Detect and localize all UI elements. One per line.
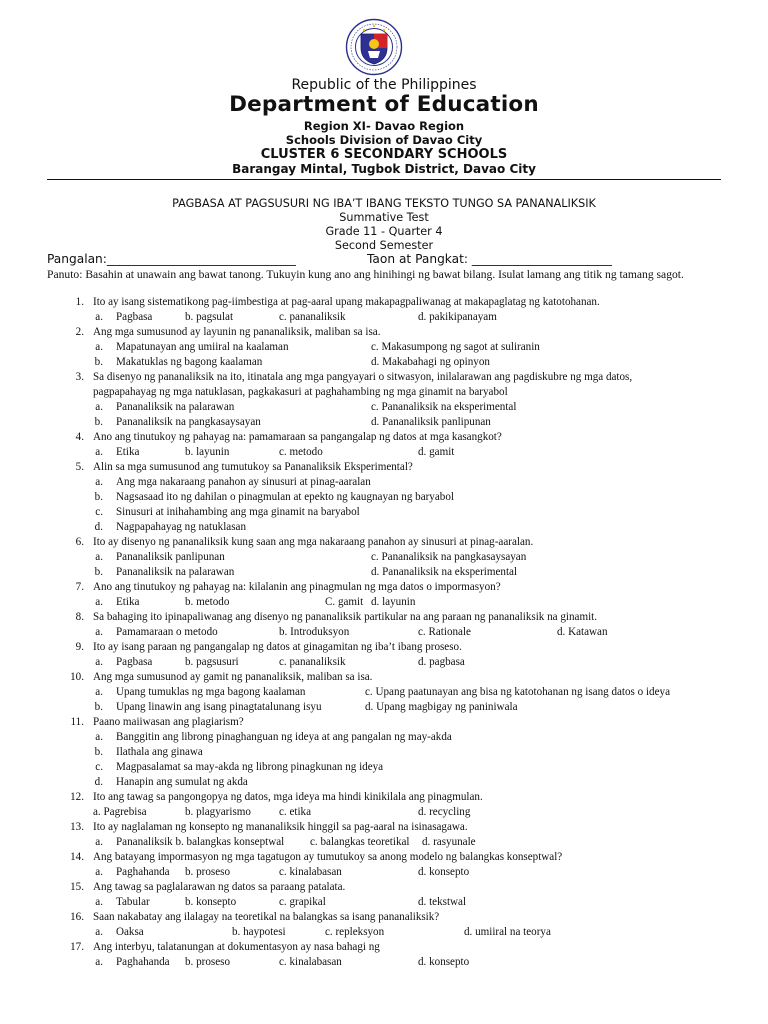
question-item [0,371,768,386]
choice-text: Pagbasa [116,311,153,323]
choice-text: Magpasalamat sa may-akda ng librong pinagkunan ng ideya [116,761,384,773]
question-number: 3. [75,371,84,383]
choice-letter: d. [94,776,103,788]
choice-text: Tabular [116,896,150,908]
choice-row [0,776,768,791]
question-item [0,941,768,956]
choice-text: c. kinalabasan [279,956,342,968]
question-text: Sa bahaging ito ipinapaliwanag ang disenyo ng pananaliksik partikular na ang paraan ng pananaliksik na ginamit. [93,611,598,623]
question-item [0,326,768,341]
question-text: Ang mga sumusunod ay gamit ng pananaliksik, maliban sa isa. [93,671,373,683]
question-item [0,536,768,551]
choice-row [0,506,768,521]
choice-text: Pananaliksik na palarawan [116,566,235,578]
choice-row [0,836,768,851]
question-text: pagpapahayag ng mga natuklasan, pagkakasuri at paghahambing ng mga ginamit na baryabol [93,386,508,398]
choice-letter: a. [95,731,103,743]
choice-text: Pananaliksik na palarawan [116,401,235,413]
choice-text: Pamamaraan o metodo [116,626,218,638]
choice-text: Mapatunayan ang umiiral na kaalaman [116,341,289,353]
choice-text: Paghahanda [116,956,170,968]
question-text: Paano maiiwasan ang plagiarism? [93,716,244,728]
choice-letter: b. [94,356,103,368]
choice-row [0,746,768,761]
name-field[interactable]: Pangalan:_______________________________ [47,252,296,266]
question-text: Ito ay disenyo ng pananaliksik kung saan ang mga nakaraang panahon ay sinusuri at pinag-aaralan. [93,536,534,548]
question-text: Ano ang tinutukoy ng pahayag na: kilalanin ang pinagmulan ng mga datos o impormasyon? [93,581,501,593]
question-number: 4. [75,431,84,443]
choice-row [0,656,768,671]
choice-text: b. proseso [185,866,230,878]
choice-text: b. layunin [185,446,230,458]
question-item [0,671,768,686]
choice-text: b. pagsusuri [185,656,239,668]
choice-letter: a. [95,551,103,563]
choice-letter: c. [95,761,103,773]
header-republic: Republic of the Philippines [291,77,477,93]
choice-text: a. Pagrebisa [93,806,147,818]
choice-letter: a. [95,836,103,848]
header-division: Schools Division of Davao City [285,133,483,147]
choice-letter: a. [95,896,103,908]
choice-row [0,686,768,701]
question-text: Ang batayang impormasyon ng mga tagatugon ay tumutukoy sa anong modelo ng balangkas konseptwal? [93,851,563,863]
choice-row [0,341,768,356]
question-text: Ito ay isang paraan ng pangangalap ng datos at ginagamitan ng iba’t ibang proseso. [93,641,462,653]
question-text: Saan nakabatay ang ilalagay na teoretikal na balangkas sa isang pananaliksik? [93,911,440,923]
choice-row [0,521,768,536]
choice-letter: c. [95,506,103,518]
question-item [0,431,768,446]
choice-row [0,761,768,776]
choice-text: d. pakikipanayam [418,311,497,323]
question-text: Ito ang tawag sa pangongopya ng datos, mga ideya ma hindi kinikilala ang pinagmulan. [93,791,483,803]
choice-row [0,956,768,971]
choice-letter: a. [95,926,103,938]
header-address: Barangay Mintal, Tugbok District, Davao City [232,162,536,176]
question-item [0,821,768,836]
choice-text: d. umiiral na teorya [464,926,551,938]
choice-text: b. metodo [185,596,230,608]
choice-text: Oaksa [116,926,144,938]
test-semester: Second Semester [334,239,434,252]
choice-text: Ilathala ang ginawa [116,746,203,758]
choice-text: c. pananaliksik [279,656,346,668]
question-number: 17. [70,941,84,953]
question-text-continued [0,386,768,401]
question-item [0,716,768,731]
question-number: 10. [70,671,84,683]
choice-text: d. gamit [418,446,455,458]
choice-text: c. Upang paatunayan ang bisa ng katotohanan ng isang datos o ideya [365,686,670,698]
choice-text: Upang tumuklas ng mga bagong kaalaman [116,686,306,698]
choice-text: d. konsepto [418,866,470,878]
question-number: 5. [75,461,84,473]
choice-text: b. proseso [185,956,230,968]
question-item [0,881,768,896]
choice-text: c. Pananaliksik na pangkasaysayan [371,551,527,563]
question-item [0,461,768,476]
choice-text: b. Introduksyon [279,626,350,638]
choice-text: Nagpapahayag ng natuklasan [116,521,246,533]
choice-text: b. plagyarismo [185,806,251,818]
question-number: 15. [70,881,84,893]
question-text: Sa disenyo ng pananaliksik na ito, itinatala ang mga pangyayari o sitwasyon, inilalarawan ang pagdiskubre ng mga datos, [93,371,633,383]
choice-letter: d. [94,521,103,533]
header-region: Region XI- Davao Region [303,119,465,133]
question-text: Alin sa mga sumusunod ang tumutukoy sa Pananaliksik Eksperimental? [93,461,413,473]
test-grade: Grade 11 - Quarter 4 [325,225,443,238]
choice-text: c. pananaliksik [279,311,346,323]
choice-letter: b. [94,491,103,503]
choice-text: C. gamit [325,596,364,608]
question-item [0,641,768,656]
choice-text: Etika [116,446,140,458]
choice-letter: b. [94,746,103,758]
choice-row [0,446,768,461]
choice-text: Etika [116,596,140,608]
choice-row [0,806,768,821]
header-department: Department of Education [229,92,539,117]
choice-row [0,896,768,911]
question-number: 12. [70,791,84,803]
instructions: Panuto: Basahin at unawain ang bawat tanong. Tukuyin kung ano ang hinihingi ng bawat bilang. Isulat lamang ang titik ng tamang sagot. [47,268,684,281]
question-item [0,296,768,311]
choice-text: d. Pananaliksik na eksperimental [371,566,518,578]
choice-row [0,596,768,611]
choice-text: b. pagsulat [185,311,234,323]
choice-row [0,476,768,491]
header-cluster: CLUSTER 6 SECONDARY SCHOOLS [260,147,508,162]
question-number: 8. [75,611,84,623]
deped-seal-icon [331,18,417,76]
choice-text: Upang linawin ang isang pinagtatalunang isyu [116,701,322,713]
choice-row [0,356,768,371]
choice-row [0,566,768,581]
question-item [0,851,768,866]
choice-text: Ang mga nakaraang panahon ay sinusuri at pinag-aaralan [116,476,371,488]
question-text: Ito ay isang sistematikong pag-iimbestiga at pag-aaral upang makapagpaliwanag at makapaglatag ng katotohanan. [93,296,600,308]
choice-letter: a. [95,596,103,608]
choice-row [0,866,768,881]
question-text: Ang tawag sa paglalarawan ng datos sa paraang patalata. [93,881,346,893]
choice-letter: a. [95,341,103,353]
choice-text: c. Pananaliksik na eksperimental [371,401,517,413]
choice-text: d. Upang magbigay ng paniniwala [365,701,518,713]
choice-text: c. metodo [279,446,323,458]
choice-text: Pagbasa [116,656,153,668]
question-text: Ang interbyu, talatanungan at dokumentasyon ay nasa bahagi ng [93,941,380,953]
question-item [0,581,768,596]
question-number: 6. [75,536,84,548]
choice-letter: a. [95,956,103,968]
year-section-field[interactable]: Taon at Pangkat: _______________________ [367,252,613,266]
choice-text: d. recycling [418,806,471,818]
choice-text: c. etika [279,806,312,818]
choice-text: d. layunin [371,596,416,608]
choice-text: d. pagbasa [418,656,465,668]
question-number: 16. [70,911,84,923]
choice-row [0,551,768,566]
question-number: 14. [70,851,84,863]
choice-row [0,626,768,641]
choice-text: c. Makasumpong ng sagot at suliranin [371,341,540,353]
test-type: Summative Test [339,211,429,224]
choice-letter: a. [95,866,103,878]
choice-letter: a. [95,626,103,638]
question-list [0,296,768,971]
choice-letter: a. [95,311,103,323]
question-number: 9. [75,641,84,653]
choice-letter: a. [95,656,103,668]
question-text: Ito ay naglalaman ng konsepto ng mananaliksik hinggil sa pag-aaral na isinasagawa. [93,821,468,833]
choice-row [0,491,768,506]
choice-row [0,311,768,326]
choice-text: Pananaliksik na pangkasaysayan [116,416,261,428]
choice-text: c. grapikal [279,896,326,908]
choice-text: Hanapin ang sumulat ng akda [116,776,248,788]
question-item [0,611,768,626]
choice-text: c. balangkas teoretikal [310,836,410,848]
choice-text: Nagsasaad ito ng dahilan o pinagmulan at epekto ng kaugnayan ng baryabol [116,491,454,503]
choice-text: c. Rationale [418,626,471,638]
choice-text: Sinusuri at inihahambing ang mga ginamit na baryabol [116,506,360,518]
choice-letter: a. [95,401,103,413]
choice-text: d. tekstwal [418,896,467,908]
choice-letter: a. [95,446,103,458]
choice-text: Paghahanda [116,866,170,878]
choice-row [0,416,768,431]
choice-text: c. repleksyon [325,926,385,938]
question-number: 2. [75,326,84,338]
test-subject: PAGBASA AT PAGSUSURI NG IBA’T IBANG TEKSTO TUNGO SA PANANALIKSIK [172,197,596,210]
choice-text: d. rasyunale [422,836,476,848]
question-number: 1. [75,296,84,308]
question-text: Ano ang tinutukoy ng pahayag na: pamamaraan sa pangangalap ng datos at mga kasangkot? [93,431,502,443]
choice-row [0,731,768,746]
choice-text: Pananaliksik panlipunan [116,551,225,563]
question-number: 11. [70,716,84,728]
choice-text: Banggitin ang librong pinaghanguan ng ideya at ang pangalan ng may-akda [116,731,452,743]
choice-letter: a. [95,476,103,488]
choice-row [0,926,768,941]
choice-letter: b. [94,416,103,428]
choice-text: Makatuklas ng bagong kaalaman [116,356,263,368]
choice-text: d. Katawan [557,626,608,638]
choice-text: d. Pananaliksik panlipunan [371,416,491,428]
choice-letter: b. [94,566,103,578]
choice-text: d. konsepto [418,956,470,968]
question-item [0,791,768,806]
student-info-row [47,252,613,266]
question-item [0,911,768,926]
choice-text: b. haypotesi [232,926,286,938]
choice-text: c. kinalabasan [279,866,342,878]
choice-text: Pananaliksik b. balangkas konseptwal [116,836,285,848]
choice-letter: b. [94,701,103,713]
question-number: 13. [70,821,84,833]
question-number: 7. [75,581,84,593]
question-text: Ang mga sumusunod ay layunin ng pananaliksik, maliban sa isa. [93,326,381,338]
choice-row [0,701,768,716]
choice-text: b. konsepto [185,896,237,908]
choice-text: d. Makabahagi ng opinyon [371,356,490,368]
header-divider [47,179,721,180]
choice-letter: a. [95,686,103,698]
choice-row [0,401,768,416]
